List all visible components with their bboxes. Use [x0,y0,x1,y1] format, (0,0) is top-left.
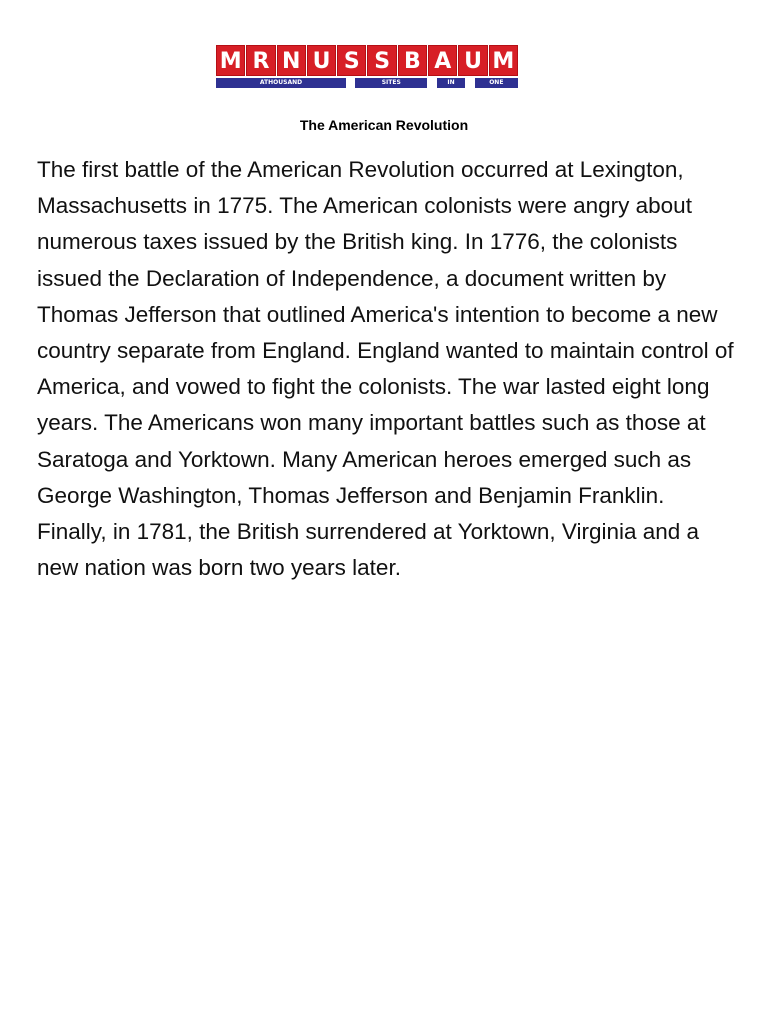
logo-letter: R [246,45,275,76]
document-title: The American Revolution [299,117,469,133]
mrnussbaum-logo [216,45,518,95]
document-body-paragraph: The first battle of the American Revolution occurred at Lexington, Massachusetts in 1775. The American colonists were angry about numerous taxes issued by the British king. In 1776, the colonists issued the Declaration of Independence, a document written by Thomas Jefferson that outlined America's intention to become a new country separate from England. England wanted to maintain control of America, and vowed to fight the colonists. The war lasted eight long years. The Americans won many important battles such as those at Saratoga and Yorktown. Many American heroes emerged such as George Washington, Thomas Jefferson and Benjamin Franklin. Finally, in 1781, the British surrendered at Yorktown, Virginia and a new nation was born two years later. [37,157,734,581]
logo-tagline-word: ATHOUSAND [216,78,346,88]
logo-tagline-word: SITES [355,78,427,88]
logo-tagline-word: IN [437,78,466,88]
logo-letter: M [216,45,245,76]
logo-tagline-word: ONE [475,78,518,88]
logo-letter: U [458,45,487,76]
logo-tagline-row [216,78,518,88]
logo-tagline-gap [466,78,473,88]
logo-letter: A [428,45,457,76]
logo-tagline-gap [428,78,435,88]
logo-letter: S [337,45,366,76]
logo-letter: S [367,45,396,76]
logo-letter: M [489,45,518,76]
logo-letter: N [277,45,306,76]
logo-letter: U [307,45,336,76]
logo-tagline-gap [347,78,354,88]
logo-letter: B [398,45,427,76]
logo-name-row [216,45,518,76]
